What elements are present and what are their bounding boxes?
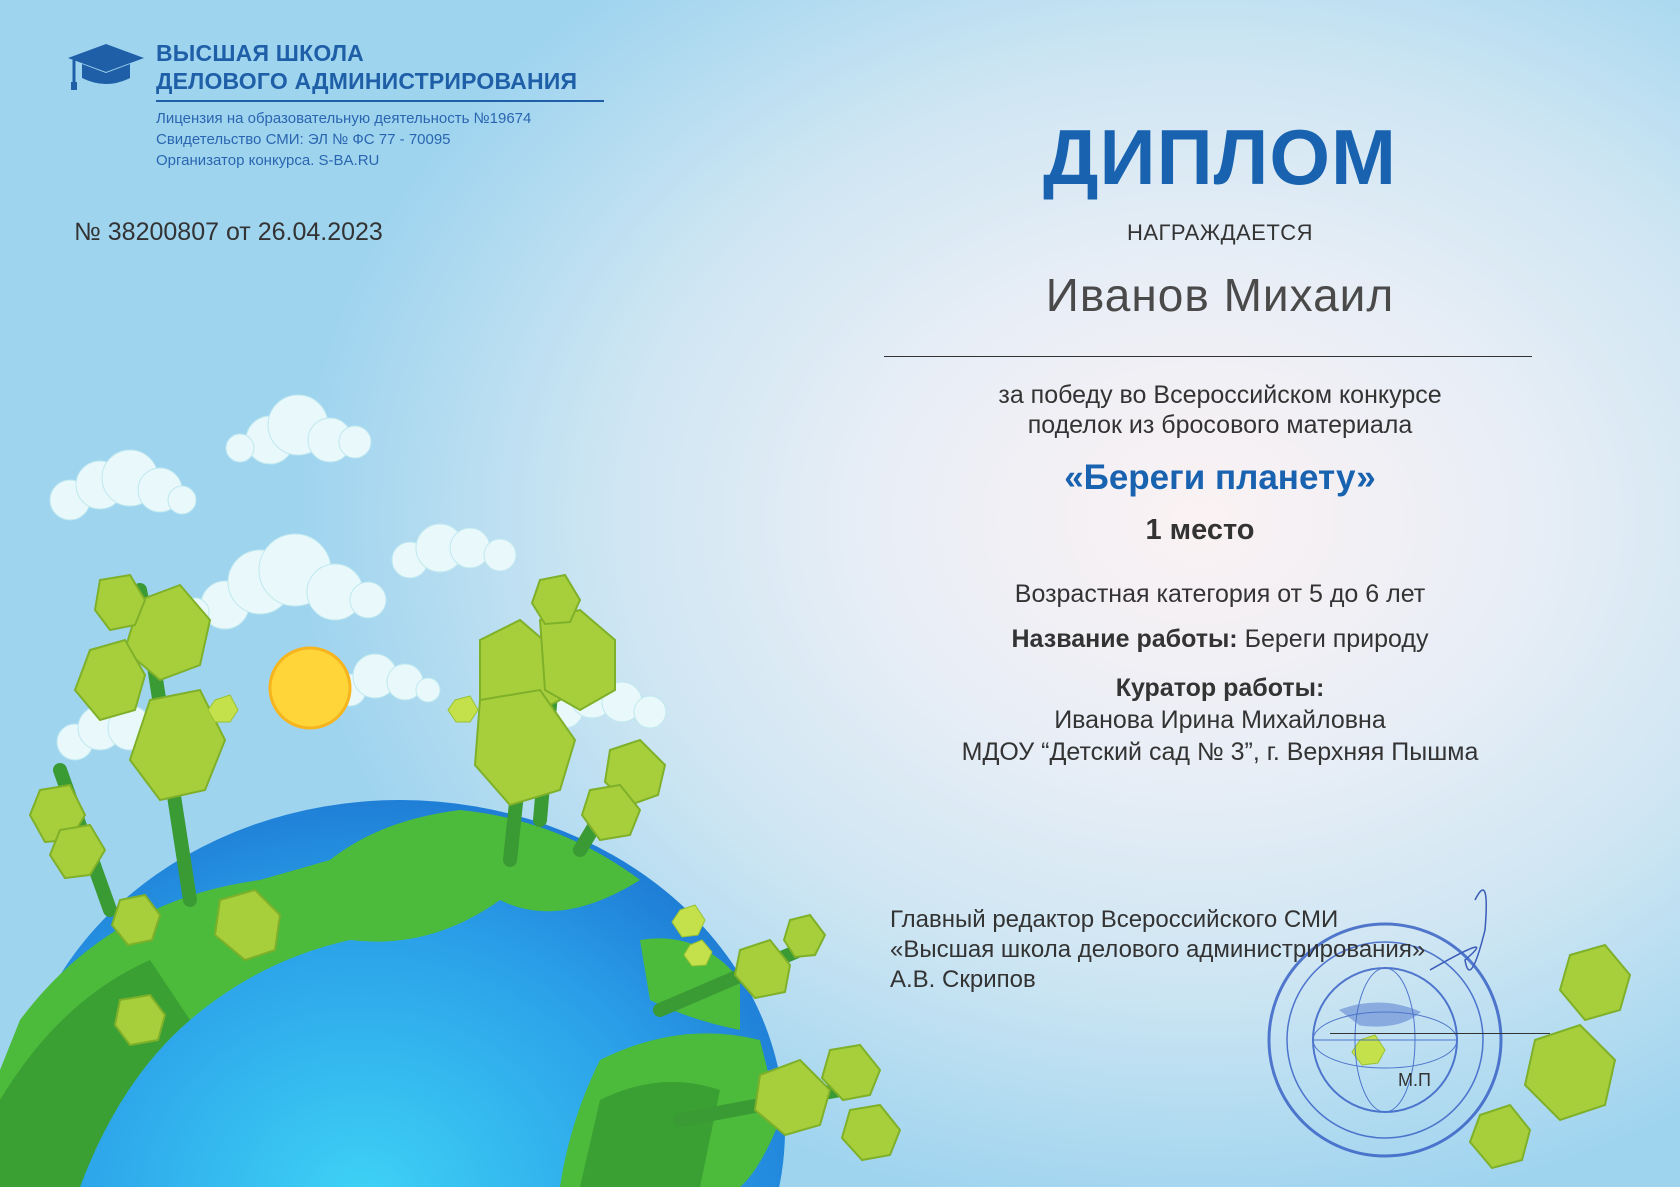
signatory-position: Главный редактор Всероссийского СМИ bbox=[890, 906, 1339, 933]
cloud-icon bbox=[392, 524, 516, 578]
cloud-icon bbox=[226, 395, 371, 464]
award-reason-line2: поделок из бросового материала bbox=[1027, 411, 1413, 439]
award-reason-line1: за победу во Всероссийском конкурсе bbox=[998, 381, 1442, 409]
diploma-title: ДИПЛОМ bbox=[1042, 113, 1398, 201]
license-text: Лицензия на образовательную деятельность №19674 bbox=[156, 110, 532, 127]
org-name-line1: ВЫСШАЯ ШКОЛА bbox=[156, 40, 364, 66]
contest-name: «Береги планету» bbox=[1064, 458, 1376, 497]
signature-line bbox=[1330, 1033, 1550, 1034]
place-result: 1 место bbox=[1145, 514, 1255, 546]
work-title-label: Название работы: bbox=[1011, 625, 1238, 653]
cloud-icon bbox=[181, 534, 386, 629]
curator-label: Куратор работы: bbox=[1115, 674, 1325, 702]
work-title bbox=[880, 625, 1560, 654]
awarded-label: НАГРАЖДАЕТСЯ bbox=[1126, 220, 1314, 245]
organizer-text: Организатор конкурса. S-BA.RU bbox=[156, 152, 380, 169]
age-category: Возрастная категория от 5 до 6 лет bbox=[1014, 580, 1426, 608]
document-number: № 38200807 от 26.04.2023 bbox=[74, 218, 383, 246]
graduation-cap-icon bbox=[66, 42, 146, 94]
recipient-underline bbox=[884, 356, 1532, 357]
award-reason bbox=[880, 380, 1560, 440]
curator-organization: МДОУ “Детский сад № 3”, г. Верхняя Пышма bbox=[961, 738, 1479, 766]
org-divider bbox=[156, 100, 604, 102]
org-name-line2: ДЕЛОВОГО АДМИНИСТРИРОВАНИЯ bbox=[156, 68, 578, 94]
sun-icon bbox=[270, 648, 350, 728]
recipient-name: Иванов Михаил bbox=[1045, 269, 1395, 321]
media-certificate-text: Свидетельство СМИ: ЭЛ № ФС 77 - 70095 bbox=[156, 131, 451, 148]
stamp-place-label: М.П bbox=[1398, 1070, 1431, 1090]
signatory-organization: «Высшая школа делового администрирования» bbox=[890, 936, 1426, 963]
cloud-icon bbox=[50, 450, 196, 520]
curator-name: Иванова Ирина Михайловна bbox=[1054, 706, 1386, 734]
work-title-value: Береги природу bbox=[1237, 625, 1429, 653]
signatory-name: А.В. Скрипов bbox=[890, 966, 1036, 993]
